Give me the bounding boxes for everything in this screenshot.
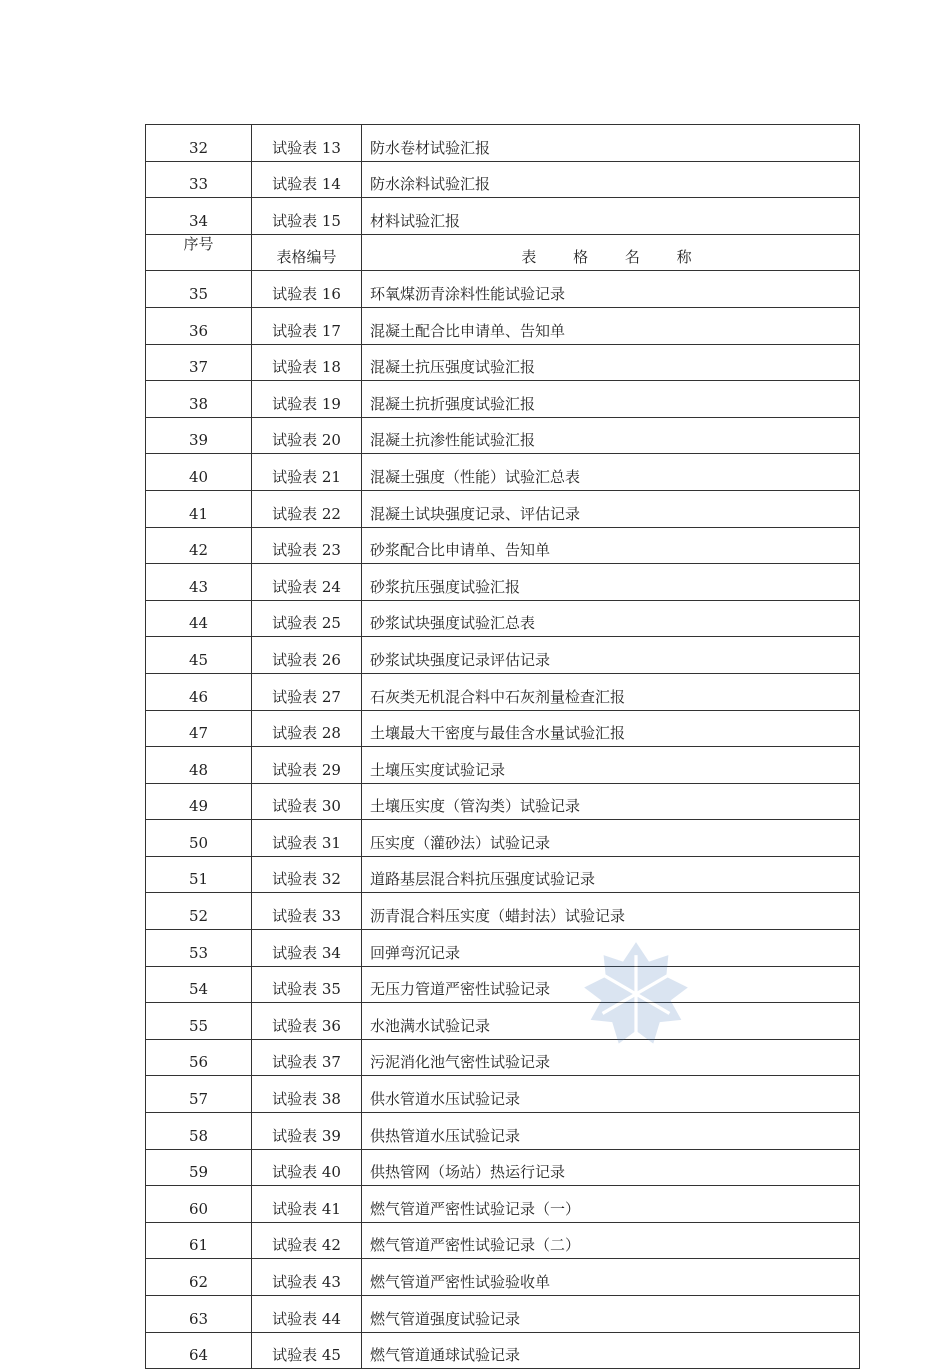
code-cell: 试验表 44	[252, 1296, 362, 1333]
table-row	[146, 856, 860, 893]
table-row	[146, 637, 860, 674]
name-cell: 燃气管道强度试验记录	[362, 1296, 860, 1333]
table-row	[146, 673, 860, 710]
table-row	[146, 1186, 860, 1223]
code-cell: 试验表 13	[252, 125, 362, 162]
seq-cell: 44	[146, 600, 252, 637]
code-cell: 试验表 37	[252, 1039, 362, 1076]
table-row	[146, 1296, 860, 1333]
name-cell: 土壤最大干密度与最佳含水量试验汇报	[362, 710, 860, 747]
table-row	[146, 198, 860, 235]
seq-cell: 55	[146, 1003, 252, 1040]
code-cell: 试验表 21	[252, 454, 362, 491]
seq-cell: 46	[146, 673, 252, 710]
table-row	[146, 271, 860, 308]
code-cell: 试验表 27	[252, 673, 362, 710]
seq-cell: 39	[146, 417, 252, 454]
code-cell: 试验表 40	[252, 1149, 362, 1186]
form-index-table-body	[146, 125, 860, 1369]
code-cell: 试验表 45	[252, 1332, 362, 1369]
seq-cell: 37	[146, 344, 252, 381]
name-cell: 道路基层混合料抗压强度试验记录	[362, 856, 860, 893]
table-row	[146, 161, 860, 198]
name-cell: 混凝土强度（性能）试验汇总表	[362, 454, 860, 491]
seq-cell: 64	[146, 1332, 252, 1369]
name-cell: 土壤压实度试验记录	[362, 747, 860, 784]
code-cell: 试验表 30	[252, 783, 362, 820]
seq-cell: 63	[146, 1296, 252, 1333]
code-cell: 试验表 41	[252, 1186, 362, 1223]
name-cell: 砂浆试块强度试验汇总表	[362, 600, 860, 637]
seq-cell: 33	[146, 161, 252, 198]
table-row	[146, 600, 860, 637]
seq-cell: 48	[146, 747, 252, 784]
code-cell: 试验表 32	[252, 856, 362, 893]
seq-cell: 34	[146, 198, 252, 235]
name-cell: 砂浆配合比申请单、告知单	[362, 527, 860, 564]
name-cell: 供水管道水压试验记录	[362, 1076, 860, 1113]
code-cell: 试验表 38	[252, 1076, 362, 1113]
name-cell: 材料试验汇报	[362, 198, 860, 235]
table-row	[146, 1222, 860, 1259]
name-cell: 混凝土抗渗性能试验汇报	[362, 417, 860, 454]
name-cell: 砂浆试块强度记录评估记录	[362, 637, 860, 674]
name-cell: 回弹弯沉记录	[362, 930, 860, 967]
name-cell: 混凝土抗压强度试验汇报	[362, 344, 860, 381]
header-name: 表 格 名 称	[362, 234, 860, 271]
seq-cell: 43	[146, 564, 252, 601]
code-cell: 试验表 35	[252, 966, 362, 1003]
code-cell: 试验表 20	[252, 417, 362, 454]
seq-cell: 56	[146, 1039, 252, 1076]
seq-cell: 41	[146, 490, 252, 527]
name-cell: 燃气管道严密性试验验收单	[362, 1259, 860, 1296]
name-cell: 混凝土抗折强度试验汇报	[362, 381, 860, 418]
name-cell: 无压力管道严密性试验记录	[362, 966, 860, 1003]
code-cell: 试验表 33	[252, 893, 362, 930]
seq-cell: 49	[146, 783, 252, 820]
table-row	[146, 820, 860, 857]
seq-cell: 61	[146, 1222, 252, 1259]
table-row	[146, 1259, 860, 1296]
seq-cell: 38	[146, 381, 252, 418]
code-cell: 试验表 25	[252, 600, 362, 637]
header-code: 表格编号	[252, 234, 362, 271]
code-cell: 试验表 22	[252, 490, 362, 527]
name-cell: 供热管网（场站）热运行记录	[362, 1149, 860, 1186]
seq-cell: 53	[146, 930, 252, 967]
table-row	[146, 490, 860, 527]
code-cell: 试验表 24	[252, 564, 362, 601]
name-cell: 水池满水试验记录	[362, 1003, 860, 1040]
seq-cell: 45	[146, 637, 252, 674]
code-cell: 试验表 34	[252, 930, 362, 967]
code-cell: 试验表 43	[252, 1259, 362, 1296]
code-cell: 试验表 15	[252, 198, 362, 235]
seq-cell: 62	[146, 1259, 252, 1296]
table-row	[146, 966, 860, 1003]
name-cell: 石灰类无机混合料中石灰剂量检查汇报	[362, 673, 860, 710]
seq-cell: 60	[146, 1186, 252, 1223]
code-cell: 试验表 16	[252, 271, 362, 308]
name-cell: 砂浆抗压强度试验汇报	[362, 564, 860, 601]
table-row	[146, 417, 860, 454]
table-header-row	[146, 234, 860, 271]
seq-cell: 35	[146, 271, 252, 308]
table-row	[146, 307, 860, 344]
code-cell: 试验表 18	[252, 344, 362, 381]
table-row	[146, 1113, 860, 1150]
table-row	[146, 783, 860, 820]
code-cell: 试验表 42	[252, 1222, 362, 1259]
code-cell: 试验表 14	[252, 161, 362, 198]
table-row	[146, 1076, 860, 1113]
name-cell: 燃气管道通球试验记录	[362, 1332, 860, 1369]
name-cell: 土壤压实度（管沟类）试验记录	[362, 783, 860, 820]
code-cell: 试验表 26	[252, 637, 362, 674]
seq-cell: 52	[146, 893, 252, 930]
name-cell: 沥青混合料压实度（蜡封法）试验记录	[362, 893, 860, 930]
name-cell: 混凝土试块强度记录、评估记录	[362, 490, 860, 527]
table-row	[146, 564, 860, 601]
seq-cell: 47	[146, 710, 252, 747]
seq-cell: 42	[146, 527, 252, 564]
code-cell: 试验表 17	[252, 307, 362, 344]
table-row	[146, 1332, 860, 1369]
seq-cell: 54	[146, 966, 252, 1003]
name-cell: 供热管道水压试验记录	[362, 1113, 860, 1150]
form-index-table	[145, 124, 860, 1369]
code-cell: 试验表 19	[252, 381, 362, 418]
code-cell: 试验表 28	[252, 710, 362, 747]
name-cell: 环氧煤沥青涂料性能试验记录	[362, 271, 860, 308]
code-cell: 试验表 31	[252, 820, 362, 857]
name-cell: 防水卷材试验汇报	[362, 125, 860, 162]
seq-cell: 51	[146, 856, 252, 893]
seq-cell: 40	[146, 454, 252, 491]
code-cell: 试验表 23	[252, 527, 362, 564]
seq-cell: 59	[146, 1149, 252, 1186]
table-row	[146, 381, 860, 418]
name-cell: 燃气管道严密性试验记录（一）	[362, 1186, 860, 1223]
code-cell: 试验表 29	[252, 747, 362, 784]
table-row	[146, 344, 860, 381]
header-seq: 序号	[146, 234, 252, 271]
table-row	[146, 125, 860, 162]
table-row	[146, 893, 860, 930]
seq-cell: 50	[146, 820, 252, 857]
name-cell: 污泥消化池气密性试验记录	[362, 1039, 860, 1076]
name-cell: 压实度（灌砂法）试验记录	[362, 820, 860, 857]
table-row	[146, 930, 860, 967]
table-row	[146, 1003, 860, 1040]
seq-cell: 36	[146, 307, 252, 344]
code-cell: 试验表 39	[252, 1113, 362, 1150]
table-row	[146, 454, 860, 491]
seq-cell: 58	[146, 1113, 252, 1150]
table-row	[146, 747, 860, 784]
table-row	[146, 1039, 860, 1076]
snowflake-watermark-icon	[582, 940, 690, 1048]
name-cell: 燃气管道严密性试验记录（二）	[362, 1222, 860, 1259]
name-cell: 防水涂料试验汇报	[362, 161, 860, 198]
table-row	[146, 710, 860, 747]
seq-cell: 32	[146, 125, 252, 162]
name-cell: 混凝土配合比申请单、告知单	[362, 307, 860, 344]
table-row	[146, 527, 860, 564]
code-cell: 试验表 36	[252, 1003, 362, 1040]
table-row	[146, 1149, 860, 1186]
seq-cell: 57	[146, 1076, 252, 1113]
